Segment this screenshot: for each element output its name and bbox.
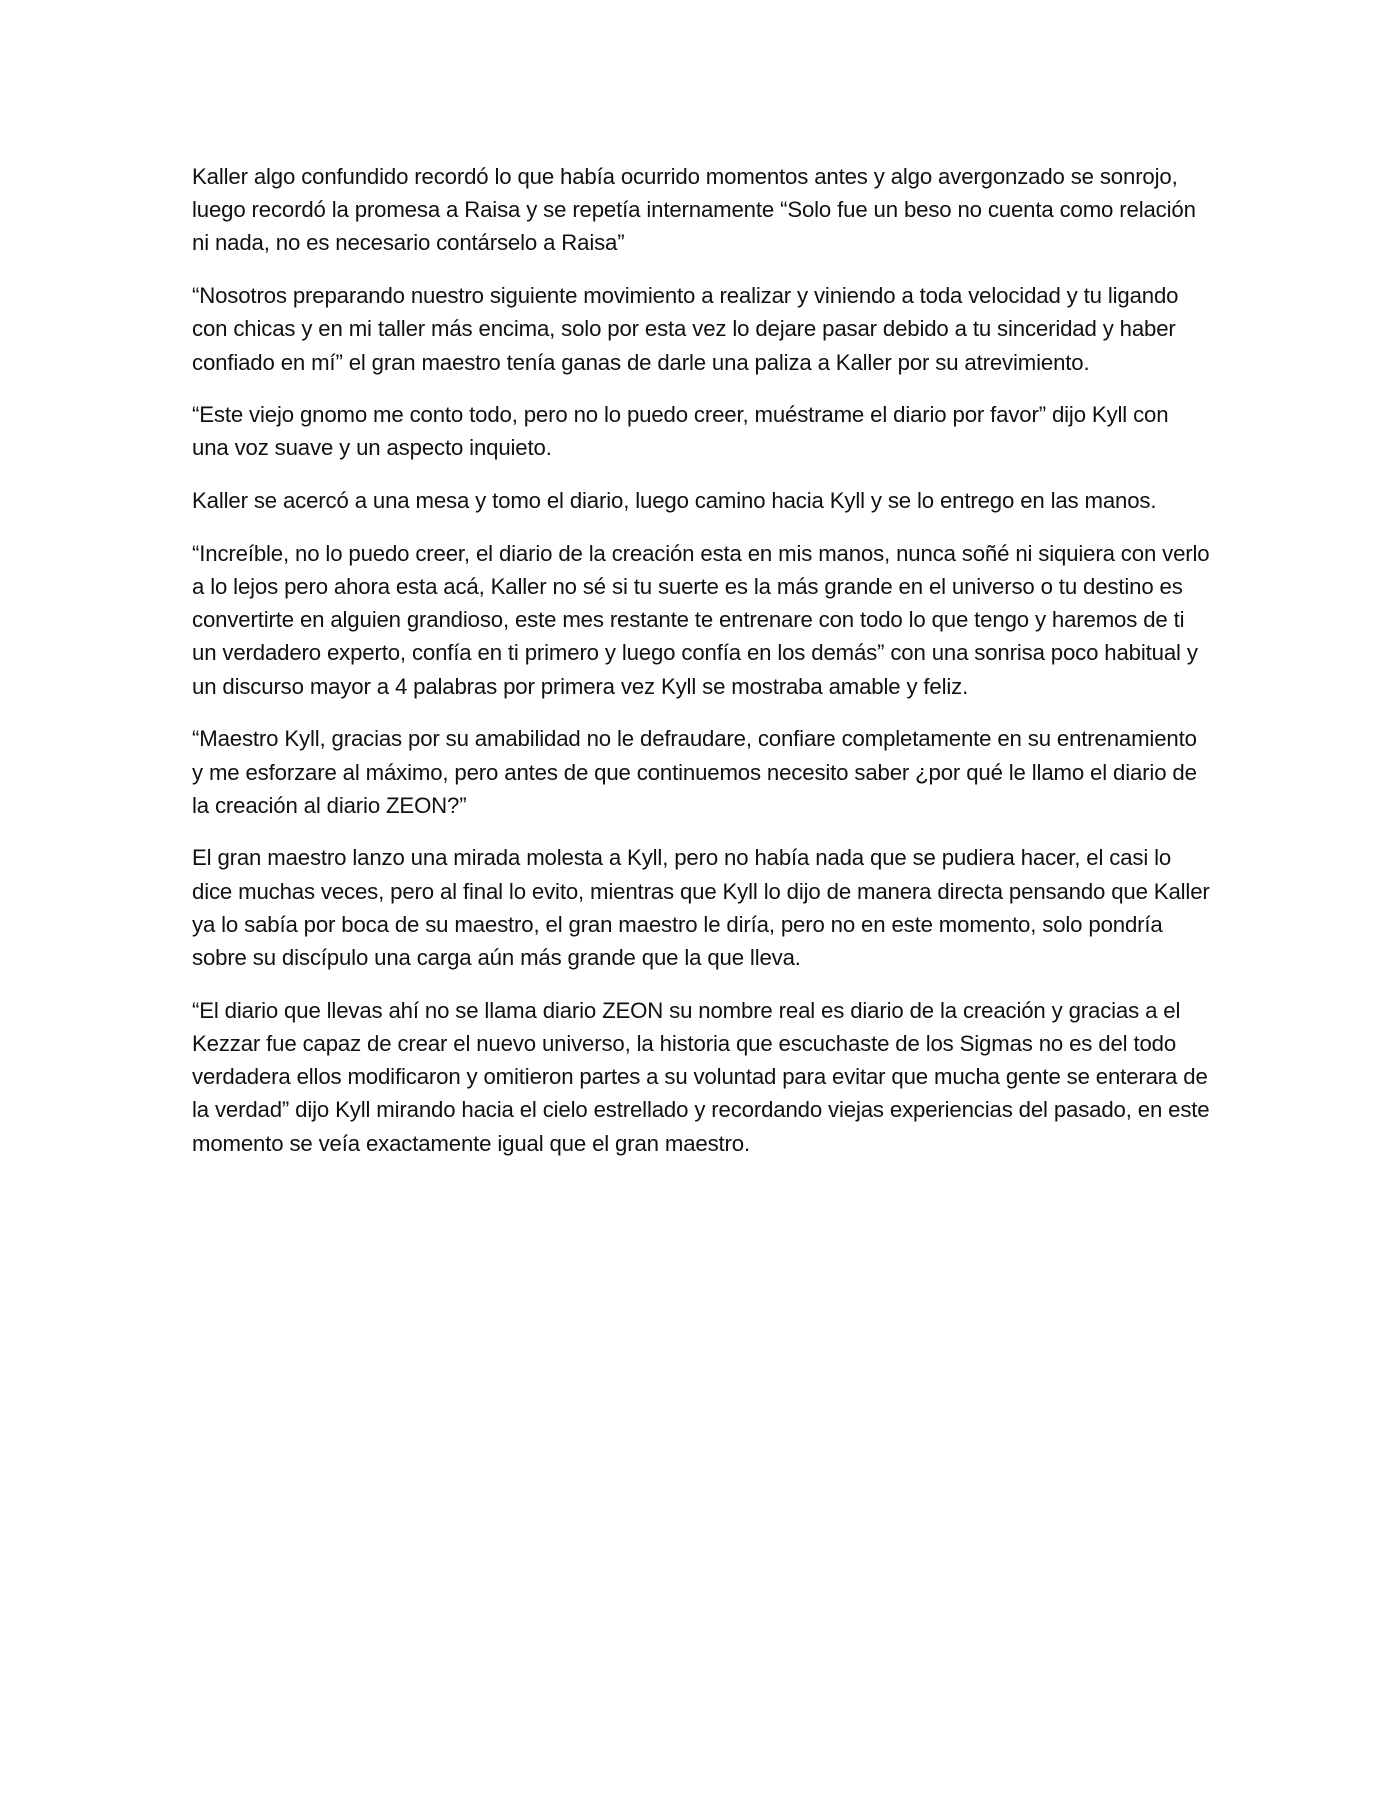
- document-body: [192, 160, 1210, 1179]
- paragraph-8: “El diario que llevas ahí no se llama diario ZEON su nombre real es diario de la creación y gracias a el Kezzar fue capaz de crear el nuevo universo, la historia que escuchaste de los Sigmas no es del todo verdadera ellos modificaron y omitieron partes a su voluntad para evitar que mucha gente se enterara de la verdad” dijo Kyll mirando hacia el cielo estrellado y recordando viejas experiencias del pasado, en este momento se veía exactamente igual que el gran maestro.: [192, 997, 1210, 1156]
- paragraph-3: “Este viejo gnomo me conto todo, pero no lo puedo creer, muéstrame el diario por favor” dijo Kyll con una voz suave y un aspecto inquieto.: [192, 402, 1169, 461]
- paragraph-5: “Increíble, no lo puedo creer, el diario de la creación esta en mis manos, nunca soñé ni siquiera con verlo a lo lejos pero ahora esta acá, Kaller no sé si tu suerte es la más grande en el universo o tu destino es convertirte en alguien grandioso, este mes restante te entrenare con todo lo que tengo y haremos de ti un verdadero experto, confía en ti primero y luego confía en los demás” con una sonrisa poco habitual y un discurso mayor a 4 palabras por primera vez Kyll se mostraba amable y feliz.: [192, 540, 1210, 699]
- paragraph-6: “Maestro Kyll, gracias por su amabilidad no le defraudare, confiare completamente en su entrenamiento y me esforzare al máximo, pero antes de que continuemos necesito saber ¿por qué le llamo el diario de la creación al diario ZEON?”: [192, 726, 1197, 818]
- paragraph-1: Kaller algo confundido recordó lo que había ocurrido momentos antes y algo avergonzado se sonrojo, luego recordó la promesa a Raisa y se repetía internamente “Solo fue un beso no cuenta como relación ni nada, no es necesario contárselo a Raisa”: [192, 164, 1196, 256]
- paragraph-4: Kaller se acercó a una mesa y tomo el diario, luego camino hacia Kyll y se lo entrego en las manos.: [192, 488, 1157, 514]
- paragraph-7: El gran maestro lanzo una mirada molesta a Kyll, pero no había nada que se pudiera hacer, el casi lo dice muchas veces, pero al final lo evito, mientras que Kyll lo dijo de manera directa pensando que Kaller ya lo sabía por boca de su maestro, el gran maestro le diría, pero no en este momento, solo pondría sobre su discípulo una carga aún más grande que la que lleva.: [192, 845, 1210, 971]
- paragraph-2: “Nosotros preparando nuestro siguiente movimiento a realizar y viniendo a toda velocidad y tu ligando con chicas y en mi taller más encima, solo por esta vez lo dejare pasar debido a tu sinceridad y haber confiado en mí” el gran maestro tenía ganas de darle una paliza a Kaller por su atrevimiento.: [192, 283, 1179, 375]
